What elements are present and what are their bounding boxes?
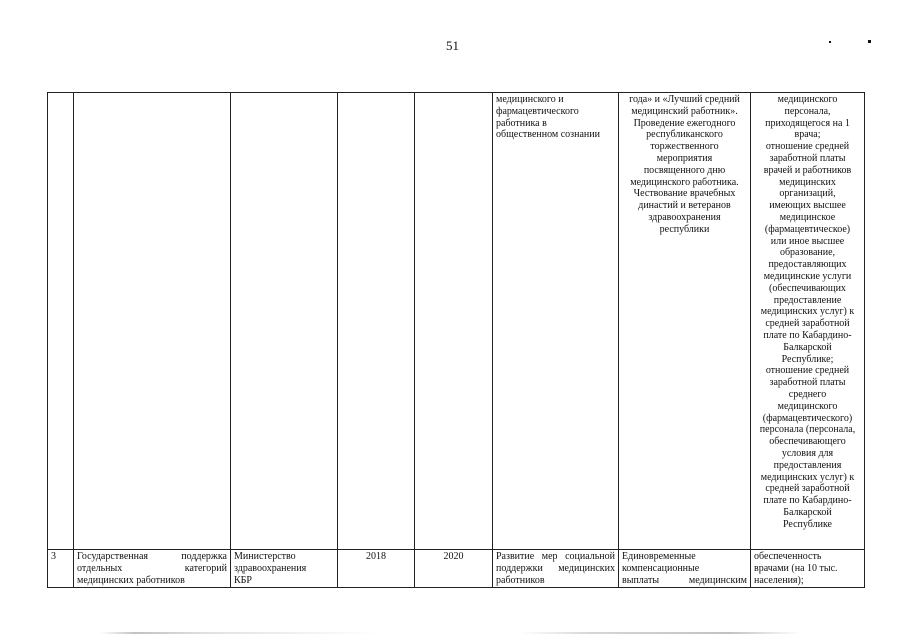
cell-goal <box>493 93 619 550</box>
cell-indicator <box>751 550 865 588</box>
text-line: медицинских услуг) к <box>760 306 855 318</box>
text-line: выплаты медицинским <box>622 574 747 586</box>
text-line: медицинских работников <box>77 574 185 586</box>
cell-year-start: 2018 <box>338 550 415 588</box>
text-line: образование, <box>779 247 836 259</box>
text-line: медицинский работник». <box>631 105 738 117</box>
text-line: отношение средней <box>765 365 850 377</box>
text-line: предоставление <box>773 294 842 306</box>
cell-name <box>74 93 231 550</box>
text-line: отдельных категорий <box>77 562 227 574</box>
text-line: условия для <box>781 447 834 459</box>
text-line: медицинские услуги <box>763 270 852 282</box>
text-line: медицинских услуг) к <box>760 471 855 483</box>
text-line: посвященного дню <box>643 164 726 176</box>
text-line: республиканского <box>646 129 723 141</box>
cell-number <box>48 93 74 550</box>
cell-year-start <box>338 93 415 550</box>
text-line: предоставляющих <box>768 259 847 271</box>
cell-activity <box>619 550 751 588</box>
page-number: 51 <box>446 38 459 53</box>
text-line: Министерство <box>234 551 296 562</box>
cell-number: 3 <box>48 550 74 588</box>
cell-year-end <box>415 93 493 550</box>
text-line: (фармацевтического) <box>762 412 853 424</box>
text-line: персонала (персонала, <box>759 424 856 436</box>
cell-goal <box>493 550 619 588</box>
text-line: плате по Кабардино- <box>763 495 852 507</box>
text-line: поддержки медицинских <box>496 562 615 574</box>
text-line: обеспеченность <box>754 551 822 562</box>
text-line: средней заработной <box>765 483 850 495</box>
text-line: фармацевтического <box>496 105 579 117</box>
text-line: или иное высшее <box>770 235 845 247</box>
text-line: Республике; <box>781 353 834 365</box>
text-line: Балкарской <box>783 341 832 353</box>
text-line: года» и «Лучший средний <box>629 94 740 105</box>
text-line: работника в <box>496 117 547 129</box>
text-line: отношение средней <box>765 141 850 153</box>
text-line: Чествование врачебных <box>633 188 736 200</box>
text-line: медицинского <box>777 400 838 412</box>
text-line: врача; <box>794 129 821 141</box>
cell-activity <box>619 93 751 550</box>
text-line: медицинского и <box>496 94 564 105</box>
text-line: персонала, <box>784 105 831 117</box>
text-line: приходящегося на 1 <box>765 117 850 129</box>
cell-executor <box>231 550 338 588</box>
text-line: торжественного <box>650 141 719 153</box>
cell-indicator <box>751 93 865 550</box>
text-line: заработной платы <box>769 377 846 389</box>
scan-mark <box>829 41 831 43</box>
cell-year-end: 2020 <box>415 550 493 588</box>
scan-artifact <box>100 632 800 634</box>
text-line: медицинское <box>779 211 836 223</box>
text-line: мероприятия <box>656 152 713 164</box>
text-line: общественном сознании <box>496 129 600 141</box>
text-line: Республике <box>782 518 832 530</box>
cell-executor <box>231 93 338 550</box>
text-line: врачами (на 10 тыс. <box>754 562 838 574</box>
text-line: работников <box>496 574 545 586</box>
text-line: (обеспечивающих <box>769 282 846 294</box>
text-line: здравоохранения <box>648 211 721 223</box>
text-line: заработной платы <box>769 152 846 164</box>
text-line: медицинского <box>777 94 838 105</box>
text-line: плате по Кабардино- <box>763 329 852 341</box>
cell-name <box>74 550 231 588</box>
text-line: КБР <box>234 574 252 586</box>
text-line: предоставления <box>773 459 842 471</box>
text-line: династий и ветеранов <box>638 200 731 212</box>
text-line: обеспечивающего <box>769 436 846 448</box>
text-line: Государственная поддержка <box>77 551 227 562</box>
text-line: Единовременные <box>622 551 696 562</box>
text-line: Проведение ежегодного <box>633 117 736 129</box>
text-line: средней заработной <box>765 318 850 330</box>
text-line: республики <box>659 223 710 235</box>
text-line: (фармацевтическое) <box>764 223 851 235</box>
text-line: медицинских <box>779 176 836 188</box>
table-row <box>48 93 865 550</box>
text-line: организаций, <box>779 188 836 200</box>
text-line: здравоохранения <box>234 562 307 574</box>
text-line: медицинского работника. <box>630 176 739 188</box>
scan-mark <box>868 40 871 43</box>
text-line: населения); <box>754 574 804 586</box>
text-line: Балкарской <box>783 506 832 518</box>
text-line: Развитие мер социальной <box>496 551 615 562</box>
text-line: среднего <box>788 388 827 400</box>
text-line: врачей и работников <box>763 164 852 176</box>
text-line: компенсационные <box>622 562 700 574</box>
text-line: имеющих высшее <box>769 200 846 212</box>
table-row <box>48 550 865 588</box>
program-table <box>47 92 865 588</box>
